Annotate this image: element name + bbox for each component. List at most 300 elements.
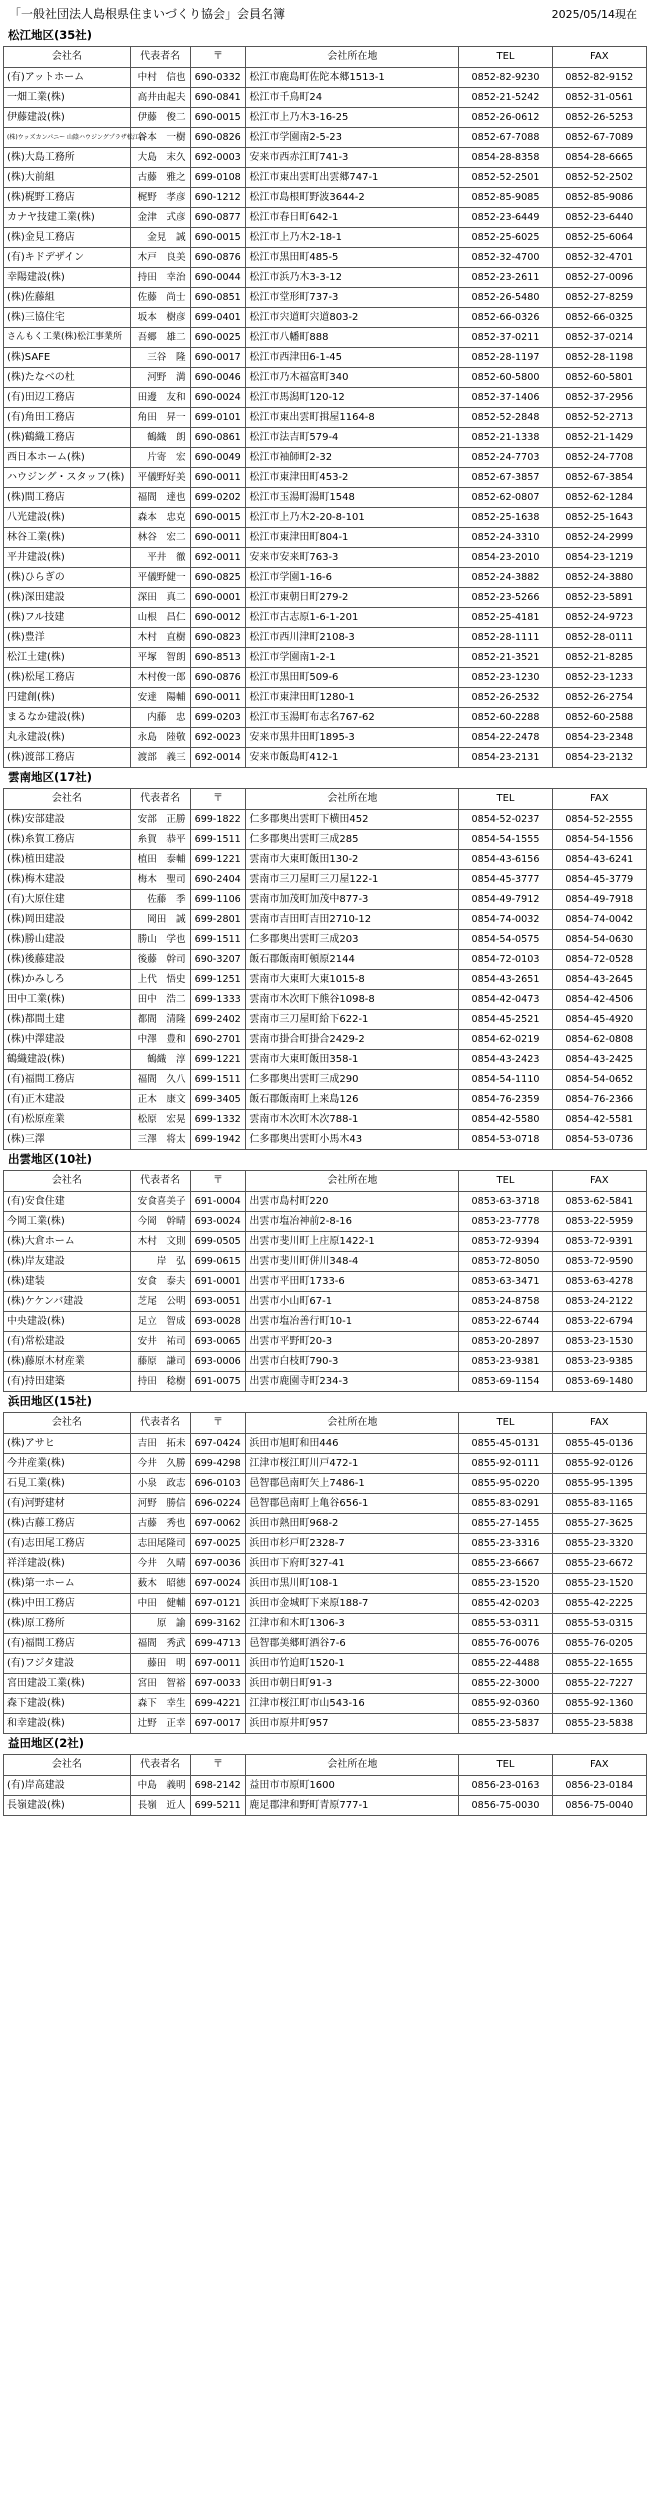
table-row bbox=[4, 688, 647, 708]
table-row bbox=[4, 970, 647, 990]
postal-code-cell: 699-2402 bbox=[190, 1010, 246, 1030]
page-header bbox=[3, 0, 647, 26]
address-cell: 邑智郡邑南町上亀谷656-1 bbox=[246, 1494, 459, 1514]
address-cell: 雲南市加茂町加茂中877-3 bbox=[246, 890, 459, 910]
fax-cell: 0852-27-0096 bbox=[552, 268, 646, 288]
address-cell: 出雲市斐川町上庄原1422-1 bbox=[246, 1232, 459, 1252]
representative-cell: 今井 久勝 bbox=[130, 1454, 190, 1474]
address-cell: 出雲市島村町220 bbox=[246, 1192, 459, 1212]
address-cell: 松江市学園南1-2-1 bbox=[246, 648, 459, 668]
table-row bbox=[4, 528, 647, 548]
company-name-cell: (株)渡部工務店 bbox=[4, 748, 131, 768]
tel-cell: 0854-54-1110 bbox=[459, 1070, 552, 1090]
address-cell: 雲南市大東町飯田358-1 bbox=[246, 1050, 459, 1070]
tel-cell: 0853-72-9394 bbox=[459, 1232, 552, 1252]
table-row bbox=[4, 1614, 647, 1634]
fax-cell: 0853-63-4278 bbox=[552, 1272, 646, 1292]
address-cell: 雲南市三刀屋町給下622-1 bbox=[246, 1010, 459, 1030]
address-cell: 松江市学園南2-5-23 bbox=[246, 128, 459, 148]
region-section bbox=[3, 1392, 647, 1734]
company-name-cell: (株)大島工務所 bbox=[4, 148, 131, 168]
company-name-cell: 今井産業(株) bbox=[4, 1454, 131, 1474]
postal-code-cell: 690-0011 bbox=[190, 688, 246, 708]
table-row bbox=[4, 448, 647, 468]
postal-code-cell: 690-0876 bbox=[190, 668, 246, 688]
fax-cell: 0856-23-0184 bbox=[552, 1776, 646, 1796]
company-name-cell: (株)後藤建設 bbox=[4, 950, 131, 970]
tel-cell: 0855-27-1455 bbox=[459, 1514, 552, 1534]
tel-cell: 0854-76-2359 bbox=[459, 1090, 552, 1110]
representative-cell: 鶴織 朗 bbox=[130, 428, 190, 448]
table-row bbox=[4, 1796, 647, 1816]
table-row bbox=[4, 1594, 647, 1614]
representative-cell: 梶野 孝彦 bbox=[130, 188, 190, 208]
table-header-row bbox=[4, 1755, 647, 1776]
postal-code-cell: 690-0011 bbox=[190, 468, 246, 488]
fax-cell: 0854-23-2348 bbox=[552, 728, 646, 748]
address-cell: 松江市学園1-16-6 bbox=[246, 568, 459, 588]
fax-cell: 0852-52-2502 bbox=[552, 168, 646, 188]
representative-cell: 古藤 雅之 bbox=[130, 168, 190, 188]
table-row bbox=[4, 1574, 647, 1594]
representative-cell: 足立 智成 bbox=[130, 1312, 190, 1332]
representative-cell: 志田尾隆司 bbox=[130, 1534, 190, 1554]
representative-cell: 長嶺 近人 bbox=[130, 1796, 190, 1816]
address-cell: 松江市上乃木2-20-8-101 bbox=[246, 508, 459, 528]
fax-cell: 0854-53-0736 bbox=[552, 1130, 646, 1150]
company-name-cell: (有)安食住建 bbox=[4, 1192, 131, 1212]
fax-cell: 0852-60-5801 bbox=[552, 368, 646, 388]
fax-cell: 0852-85-9086 bbox=[552, 188, 646, 208]
representative-cell: 河野 満 bbox=[130, 368, 190, 388]
fax-cell: 0852-23-5891 bbox=[552, 588, 646, 608]
page-title: 「一般社団法人島根県住まいづくり協会」会員名簿 bbox=[9, 7, 286, 21]
address-cell: 松江市東津田町1280-1 bbox=[246, 688, 459, 708]
table-row bbox=[4, 1534, 647, 1554]
address-cell: 松江市袖師町2-32 bbox=[246, 448, 459, 468]
fax-cell: 0852-25-1643 bbox=[552, 508, 646, 528]
company-name-cell: (株)岡田建設 bbox=[4, 910, 131, 930]
address-cell: 仁多郡奥出雲町三成290 bbox=[246, 1070, 459, 1090]
table-row bbox=[4, 368, 647, 388]
table-header-row bbox=[4, 47, 647, 68]
tel-cell: 0854-54-0575 bbox=[459, 930, 552, 950]
postal-code-cell: 699-0401 bbox=[190, 308, 246, 328]
table-row bbox=[4, 208, 647, 228]
address-cell: 浜田市熱田町968-2 bbox=[246, 1514, 459, 1534]
postal-code-cell: 699-0101 bbox=[190, 408, 246, 428]
table-row bbox=[4, 168, 647, 188]
fax-cell: 0854-43-6241 bbox=[552, 850, 646, 870]
postal-code-cell: 690-0011 bbox=[190, 528, 246, 548]
company-name-cell: (有)キドデザイン bbox=[4, 248, 131, 268]
company-name-cell: (有)志田尾工務店 bbox=[4, 1534, 131, 1554]
address-cell: 安来市黒井田町1895-3 bbox=[246, 728, 459, 748]
address-cell: 浜田市金城町下来原188-7 bbox=[246, 1594, 459, 1614]
fax-cell: 0854-49-7918 bbox=[552, 890, 646, 910]
table-row bbox=[4, 468, 647, 488]
representative-cell: 中村 信也 bbox=[130, 68, 190, 88]
fax-cell: 0852-31-0561 bbox=[552, 88, 646, 108]
fax-cell: 0852-37-2956 bbox=[552, 388, 646, 408]
representative-cell: 吉田 拓未 bbox=[130, 1434, 190, 1454]
tel-cell: 0854-42-0473 bbox=[459, 990, 552, 1010]
company-name-cell: (株)ひらぎの bbox=[4, 568, 131, 588]
fax-cell: 0854-54-0652 bbox=[552, 1070, 646, 1090]
table-row bbox=[4, 708, 647, 728]
address-cell: 飯石郡飯南町頓原2144 bbox=[246, 950, 459, 970]
tel-cell: 0855-76-0076 bbox=[459, 1634, 552, 1654]
address-cell: 雲南市吉田町吉田2710-12 bbox=[246, 910, 459, 930]
representative-cell: 平儀野健一 bbox=[130, 568, 190, 588]
tel-cell: 0853-72-8050 bbox=[459, 1252, 552, 1272]
representative-cell: 佐藤 尚士 bbox=[130, 288, 190, 308]
address-cell: 雲南市三刀屋町三刀屋122-1 bbox=[246, 870, 459, 890]
representative-cell: 藤田 明 bbox=[130, 1654, 190, 1674]
tel-cell: 0854-45-2521 bbox=[459, 1010, 552, 1030]
postal-code-cell: 699-1221 bbox=[190, 1050, 246, 1070]
column-header-representative: 代表者名 bbox=[130, 1755, 190, 1776]
representative-cell: 小泉 政志 bbox=[130, 1474, 190, 1494]
postal-code-cell: 699-1942 bbox=[190, 1130, 246, 1150]
fax-cell: 0855-92-1360 bbox=[552, 1694, 646, 1714]
tel-cell: 0854-22-2478 bbox=[459, 728, 552, 748]
table-row bbox=[4, 508, 647, 528]
table-row bbox=[4, 568, 647, 588]
tel-cell: 0854-53-0718 bbox=[459, 1130, 552, 1150]
postal-code-cell: 690-0015 bbox=[190, 228, 246, 248]
fax-cell: 0852-28-1198 bbox=[552, 348, 646, 368]
representative-cell: 高井由起夫 bbox=[130, 88, 190, 108]
table-row bbox=[4, 1010, 647, 1030]
column-header-fax: FAX bbox=[552, 789, 646, 810]
region-title: 松江地区(35社) bbox=[8, 28, 93, 42]
company-name-cell: (有)大原住建 bbox=[4, 890, 131, 910]
postal-code-cell: 699-3405 bbox=[190, 1090, 246, 1110]
column-header-postal-code: 〒 bbox=[190, 1171, 246, 1192]
company-name-cell: さんもく工業(株)松江事業所 bbox=[4, 328, 131, 348]
table-row bbox=[4, 748, 647, 768]
table-row bbox=[4, 88, 647, 108]
postal-code-cell: 690-0044 bbox=[190, 268, 246, 288]
table-row bbox=[4, 810, 647, 830]
postal-code-cell: 699-2801 bbox=[190, 910, 246, 930]
fax-cell: 0854-72-0528 bbox=[552, 950, 646, 970]
representative-cell: 河野 勝信 bbox=[130, 1494, 190, 1514]
column-header-address: 会社所在地 bbox=[246, 1413, 459, 1434]
table-row bbox=[4, 1292, 647, 1312]
representative-cell: 松原 宏晃 bbox=[130, 1110, 190, 1130]
fax-cell: 0854-43-2645 bbox=[552, 970, 646, 990]
table-row bbox=[4, 1554, 647, 1574]
table-row bbox=[4, 1372, 647, 1392]
company-name-cell: (株)中澤建設 bbox=[4, 1030, 131, 1050]
table-row bbox=[4, 668, 647, 688]
company-name-cell: (株)都間土建 bbox=[4, 1010, 131, 1030]
address-cell: 雲南市大東町大東1015-8 bbox=[246, 970, 459, 990]
representative-cell: 大島 末久 bbox=[130, 148, 190, 168]
fax-cell: 0855-22-7227 bbox=[552, 1674, 646, 1694]
postal-code-cell: 690-0046 bbox=[190, 368, 246, 388]
fax-cell: 0852-32-4701 bbox=[552, 248, 646, 268]
address-cell: 出雲市小山町67-1 bbox=[246, 1292, 459, 1312]
address-cell: 松江市東出雲町揖屋1164-8 bbox=[246, 408, 459, 428]
company-name-cell: 円建創(株) bbox=[4, 688, 131, 708]
company-name-cell: カナヤ技建工業(株) bbox=[4, 208, 131, 228]
table-row bbox=[4, 1272, 647, 1292]
table-row bbox=[4, 1714, 647, 1734]
postal-code-cell: 690-0332 bbox=[190, 68, 246, 88]
address-cell: 浜田市旭町和田446 bbox=[246, 1434, 459, 1454]
postal-code-cell: 692-0011 bbox=[190, 548, 246, 568]
fax-cell: 0852-37-0214 bbox=[552, 328, 646, 348]
tel-cell: 0852-60-5800 bbox=[459, 368, 552, 388]
postal-code-cell: 690-0049 bbox=[190, 448, 246, 468]
company-name-cell: (株)安部建設 bbox=[4, 810, 131, 830]
column-header-company-name: 会社名 bbox=[4, 47, 131, 68]
representative-cell: 坂本 樹彦 bbox=[130, 308, 190, 328]
address-cell: 松江市堂形町737-3 bbox=[246, 288, 459, 308]
table-row bbox=[4, 328, 647, 348]
representative-cell: 安達 陽輔 bbox=[130, 688, 190, 708]
company-name-cell: (株)藤原木材産業 bbox=[4, 1352, 131, 1372]
company-name-cell: (株)大前組 bbox=[4, 168, 131, 188]
postal-code-cell: 697-0036 bbox=[190, 1554, 246, 1574]
postal-code-cell: 693-0065 bbox=[190, 1332, 246, 1352]
table-row bbox=[4, 910, 647, 930]
table-row bbox=[4, 288, 647, 308]
fax-cell: 0852-23-1233 bbox=[552, 668, 646, 688]
company-name-cell: (株)第一ホーム bbox=[4, 1574, 131, 1594]
table-header-row bbox=[4, 1171, 647, 1192]
table-row bbox=[4, 68, 647, 88]
company-name-cell: (株)古藤工務店 bbox=[4, 1514, 131, 1534]
column-header-tel: TEL bbox=[459, 1413, 552, 1434]
fax-cell: 0855-95-1395 bbox=[552, 1474, 646, 1494]
company-name-cell: (有)フジタ建設 bbox=[4, 1654, 131, 1674]
representative-cell: 吾郷 雄二 bbox=[130, 328, 190, 348]
address-cell: 松江市東津田町453-2 bbox=[246, 468, 459, 488]
representative-cell: 森下 幸生 bbox=[130, 1694, 190, 1714]
representative-cell: 鶴織 淳 bbox=[130, 1050, 190, 1070]
postal-code-cell: 699-0615 bbox=[190, 1252, 246, 1272]
representative-cell: 薮木 昭徳 bbox=[130, 1574, 190, 1594]
postal-code-cell: 699-1822 bbox=[190, 810, 246, 830]
table-row bbox=[4, 830, 647, 850]
postal-code-cell: 698-2142 bbox=[190, 1776, 246, 1796]
table-row bbox=[4, 1776, 647, 1796]
company-name-cell: (株)大倉ホーム bbox=[4, 1232, 131, 1252]
address-cell: 仁多郡奥出雲町下横田452 bbox=[246, 810, 459, 830]
company-name-cell: ハウジング・スタッフ(株) bbox=[4, 468, 131, 488]
representative-cell: 梅木 聖司 bbox=[130, 870, 190, 890]
postal-code-cell: 696-0224 bbox=[190, 1494, 246, 1514]
postal-code-cell: 690-0823 bbox=[190, 628, 246, 648]
fax-cell: 0854-52-2555 bbox=[552, 810, 646, 830]
column-header-representative: 代表者名 bbox=[130, 789, 190, 810]
company-name-cell: (有)松原産業 bbox=[4, 1110, 131, 1130]
table-row bbox=[4, 930, 647, 950]
fax-cell: 0855-22-1655 bbox=[552, 1654, 646, 1674]
column-header-postal-code: 〒 bbox=[190, 789, 246, 810]
postal-code-cell: 699-1332 bbox=[190, 1110, 246, 1130]
tel-cell: 0852-25-4181 bbox=[459, 608, 552, 628]
postal-code-cell: 690-0012 bbox=[190, 608, 246, 628]
table-row bbox=[4, 1474, 647, 1494]
fax-cell: 0852-24-2999 bbox=[552, 528, 646, 548]
company-name-cell: (株)ウッズカンパニー 山陰ハウジングプラザ松江店 bbox=[4, 128, 131, 148]
table-row bbox=[4, 1212, 647, 1232]
table-row bbox=[4, 1050, 647, 1070]
tel-cell: 0855-45-0131 bbox=[459, 1434, 552, 1454]
tel-cell: 0852-28-1197 bbox=[459, 348, 552, 368]
tel-cell: 0852-23-2611 bbox=[459, 268, 552, 288]
representative-cell: 金見 誠 bbox=[130, 228, 190, 248]
address-cell: 松江市上乃木3-16-25 bbox=[246, 108, 459, 128]
representative-cell: 三谷 隆 bbox=[130, 348, 190, 368]
representative-cell: 中島 義明 bbox=[130, 1776, 190, 1796]
table-row bbox=[4, 648, 647, 668]
company-name-cell: (株)三協住宅 bbox=[4, 308, 131, 328]
representative-cell: 正木 康文 bbox=[130, 1090, 190, 1110]
tel-cell: 0855-23-5837 bbox=[459, 1714, 552, 1734]
tel-cell: 0853-23-7778 bbox=[459, 1212, 552, 1232]
address-cell: 松江市東出雲町出雲郷747-1 bbox=[246, 168, 459, 188]
representative-cell: 深田 真二 bbox=[130, 588, 190, 608]
representative-cell: 岸 弘 bbox=[130, 1252, 190, 1272]
postal-code-cell: 690-0015 bbox=[190, 108, 246, 128]
company-name-cell: (株)かみしろ bbox=[4, 970, 131, 990]
postal-code-cell: 699-1333 bbox=[190, 990, 246, 1010]
tel-cell: 0855-23-3316 bbox=[459, 1534, 552, 1554]
fax-cell: 0854-42-5581 bbox=[552, 1110, 646, 1130]
postal-code-cell: 699-4221 bbox=[190, 1694, 246, 1714]
address-cell: 安来市西赤江町741-3 bbox=[246, 148, 459, 168]
tel-cell: 0852-28-1111 bbox=[459, 628, 552, 648]
postal-code-cell: 690-0025 bbox=[190, 328, 246, 348]
tel-cell: 0854-62-0219 bbox=[459, 1030, 552, 1050]
company-name-cell: (株)岸友建設 bbox=[4, 1252, 131, 1272]
tel-cell: 0853-24-8758 bbox=[459, 1292, 552, 1312]
tel-cell: 0852-21-3521 bbox=[459, 648, 552, 668]
representative-cell: 福間 秀武 bbox=[130, 1634, 190, 1654]
company-name-cell: 今岡工業(株) bbox=[4, 1212, 131, 1232]
fax-cell: 0855-83-1165 bbox=[552, 1494, 646, 1514]
fax-cell: 0852-28-0111 bbox=[552, 628, 646, 648]
postal-code-cell: 690-0017 bbox=[190, 348, 246, 368]
table-row bbox=[4, 1312, 647, 1332]
fax-cell: 0853-72-9590 bbox=[552, 1252, 646, 1272]
tel-cell: 0852-67-7088 bbox=[459, 128, 552, 148]
company-name-cell: 伊藤建設(株) bbox=[4, 108, 131, 128]
postal-code-cell: 699-0505 bbox=[190, 1232, 246, 1252]
region-section bbox=[3, 1150, 647, 1392]
company-name-cell: 幸陽建設(株) bbox=[4, 268, 131, 288]
address-cell: 仁多郡奥出雲町三成203 bbox=[246, 930, 459, 950]
company-name-cell: (株)間工務店 bbox=[4, 488, 131, 508]
representative-cell: 平儀野好美 bbox=[130, 468, 190, 488]
tel-cell: 0854-74-0032 bbox=[459, 910, 552, 930]
tel-cell: 0855-42-0203 bbox=[459, 1594, 552, 1614]
representative-cell: 平塚 智朗 bbox=[130, 648, 190, 668]
fax-cell: 0855-23-5838 bbox=[552, 1714, 646, 1734]
representative-cell: 角田 昇一 bbox=[130, 408, 190, 428]
fax-cell: 0852-60-2588 bbox=[552, 708, 646, 728]
fax-cell: 0852-24-9723 bbox=[552, 608, 646, 628]
company-name-cell: (株)梅木建設 bbox=[4, 870, 131, 890]
address-cell: 浜田市下府町327-41 bbox=[246, 1554, 459, 1574]
tel-cell: 0854-43-2651 bbox=[459, 970, 552, 990]
representative-cell: 田中 浩二 bbox=[130, 990, 190, 1010]
representative-cell: 安井 祐司 bbox=[130, 1332, 190, 1352]
table-row bbox=[4, 1694, 647, 1714]
table-header-row bbox=[4, 1413, 647, 1434]
fax-cell: 0854-54-0630 bbox=[552, 930, 646, 950]
table-row bbox=[4, 488, 647, 508]
address-cell: 松江市島根町野波3644-2 bbox=[246, 188, 459, 208]
table-row bbox=[4, 408, 647, 428]
table-row bbox=[4, 1514, 647, 1534]
representative-cell: 安部 正勝 bbox=[130, 810, 190, 830]
representative-cell: 宮田 智裕 bbox=[130, 1674, 190, 1694]
postal-code-cell: 697-0424 bbox=[190, 1434, 246, 1454]
representative-cell: 中田 健輔 bbox=[130, 1594, 190, 1614]
fax-cell: 0852-24-7708 bbox=[552, 448, 646, 468]
region-title: 出雲地区(10社) bbox=[8, 1152, 93, 1166]
company-name-cell: (株)佐藤組 bbox=[4, 288, 131, 308]
address-cell: 出雲市塩冶神前2-8-16 bbox=[246, 1212, 459, 1232]
postal-code-cell: 699-5211 bbox=[190, 1796, 246, 1816]
column-header-fax: FAX bbox=[552, 47, 646, 68]
company-name-cell: (有)岸高建設 bbox=[4, 1776, 131, 1796]
table-row bbox=[4, 1232, 647, 1252]
representative-cell: 木村俊一郎 bbox=[130, 668, 190, 688]
company-name-cell: (株)アサヒ bbox=[4, 1434, 131, 1454]
table-row bbox=[4, 548, 647, 568]
fax-cell: 0852-26-2754 bbox=[552, 688, 646, 708]
representative-cell: 木戸 良美 bbox=[130, 248, 190, 268]
fax-cell: 0853-22-6794 bbox=[552, 1312, 646, 1332]
postal-code-cell: 697-0011 bbox=[190, 1654, 246, 1674]
address-cell: 松江市玉湯町湯町1548 bbox=[246, 488, 459, 508]
tel-cell: 0852-62-0807 bbox=[459, 488, 552, 508]
tel-cell: 0853-22-6744 bbox=[459, 1312, 552, 1332]
tel-cell: 0854-49-7912 bbox=[459, 890, 552, 910]
table-row bbox=[4, 890, 647, 910]
fax-cell: 0855-27-3625 bbox=[552, 1514, 646, 1534]
fax-cell: 0854-23-1219 bbox=[552, 548, 646, 568]
postal-code-cell: 692-0023 bbox=[190, 728, 246, 748]
representative-cell: 持田 幸治 bbox=[130, 268, 190, 288]
representative-cell: 木村 直樹 bbox=[130, 628, 190, 648]
representative-cell: 今井 久晴 bbox=[130, 1554, 190, 1574]
column-header-tel: TEL bbox=[459, 47, 552, 68]
region-title: 益田地区(2社) bbox=[8, 1736, 85, 1750]
representative-cell: 原 諭 bbox=[130, 1614, 190, 1634]
tel-cell: 0852-23-6449 bbox=[459, 208, 552, 228]
postal-code-cell: 697-0033 bbox=[190, 1674, 246, 1694]
company-name-cell: (有)田辺工務店 bbox=[4, 388, 131, 408]
company-name-cell: 西日本ホーム(株) bbox=[4, 448, 131, 468]
address-cell: 江津市桜江町市山543-16 bbox=[246, 1694, 459, 1714]
table-row bbox=[4, 1454, 647, 1474]
postal-code-cell: 690-0024 bbox=[190, 388, 246, 408]
column-header-tel: TEL bbox=[459, 789, 552, 810]
company-name-cell: (株)フル技建 bbox=[4, 608, 131, 628]
tel-cell: 0853-63-3471 bbox=[459, 1272, 552, 1292]
fax-cell: 0855-76-0205 bbox=[552, 1634, 646, 1654]
company-name-cell: (株)勝山建設 bbox=[4, 930, 131, 950]
